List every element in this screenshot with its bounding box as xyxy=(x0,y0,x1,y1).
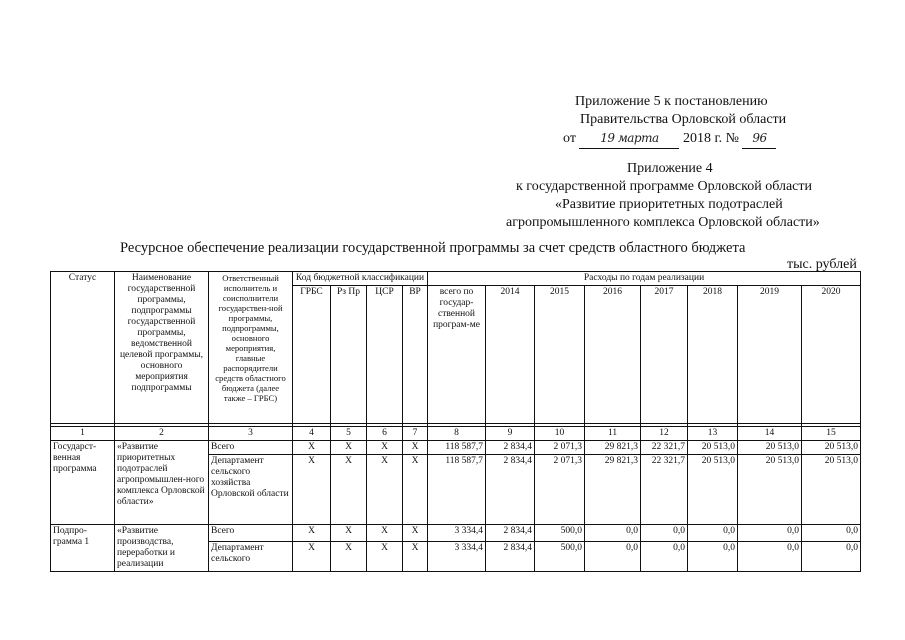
cell-2019: 20 513,0 xyxy=(738,441,802,455)
row-executor: Всего xyxy=(209,441,293,455)
cell-2019: 20 513,0 xyxy=(738,455,802,525)
cell-2017: 22 321,7 xyxy=(641,441,688,455)
header-name: Наименование государственной программы, подпрограммы государственной программы, ведомственной целевой программы, основного мероприятия подпрограммы xyxy=(115,272,209,424)
row-status: Подпро-грамма 1 xyxy=(51,525,115,572)
cell-vr: X xyxy=(403,455,428,525)
col-number: 14 xyxy=(738,427,802,441)
header-grbs: ГРБС xyxy=(293,286,331,424)
col-number: 11 xyxy=(585,427,641,441)
cell-total: 3 334,4 xyxy=(428,541,486,571)
cell-2018: 20 513,0 xyxy=(688,455,738,525)
header-2014: 2014 xyxy=(486,286,535,424)
cell-2020: 20 513,0 xyxy=(802,441,861,455)
cell-2014: 2 834,4 xyxy=(486,541,535,571)
cell-2015: 500,0 xyxy=(535,541,585,571)
cell-rzpr: X xyxy=(331,541,367,571)
col-number: 4 xyxy=(293,427,331,441)
cell-2016: 29 821,3 xyxy=(585,455,641,525)
year-text: 2018 г. № xyxy=(682,131,739,146)
cell-2020: 0,0 xyxy=(802,541,861,571)
cell-2014: 2 834,4 xyxy=(486,525,535,542)
cell-2018: 0,0 xyxy=(688,541,738,571)
cell-2017: 22 321,7 xyxy=(641,455,688,525)
cell-csr: X xyxy=(367,541,403,571)
row-name: «Развитие приоритетных подотраслей агропромышлен-ного комплекса Орловской области» xyxy=(115,441,209,525)
col-number: 3 xyxy=(209,427,293,441)
header-budget-code: Код бюджетной классификации xyxy=(293,272,428,286)
cell-2019: 0,0 xyxy=(738,525,802,542)
col-number: 8 xyxy=(428,427,486,441)
column-numbers-row xyxy=(51,427,861,441)
header-executor: Ответственный исполнитель и соисполнители государствен-ной программы, подпрограммы, основного мероприятия, главные распорядители средств областного бюджета (далее также – ГРБС) xyxy=(209,272,293,424)
cell-2015: 2 071,3 xyxy=(535,441,585,455)
header-2020: 2020 xyxy=(802,286,861,424)
cell-2017: 0,0 xyxy=(641,525,688,542)
header-2015: 2015 xyxy=(535,286,585,424)
col-number: 2 xyxy=(115,427,209,441)
cell-grbs: X xyxy=(293,541,331,571)
header-2019: 2019 xyxy=(738,286,802,424)
attachment-line-1: Приложение 5 к постановлению xyxy=(575,94,768,109)
cell-rzpr: X xyxy=(331,525,367,542)
header-2017: 2017 xyxy=(641,286,688,424)
cell-2015: 2 071,3 xyxy=(535,455,585,525)
header-row-1 xyxy=(51,272,861,286)
resolution-date-line xyxy=(563,129,776,149)
cell-2016: 0,0 xyxy=(585,541,641,571)
cell-2020: 20 513,0 xyxy=(802,455,861,525)
col-number: 9 xyxy=(486,427,535,441)
row-executor: Департамент сельского xyxy=(209,541,293,571)
cell-total: 3 334,4 xyxy=(428,525,486,542)
cell-rzpr: X xyxy=(331,441,367,455)
cell-total: 118 587,7 xyxy=(428,441,486,455)
cell-vr: X xyxy=(403,541,428,571)
cell-grbs: X xyxy=(293,455,331,525)
row-executor: Департамент сельского хозяйства Орловской области xyxy=(209,455,293,525)
handwritten-date: 19 марта xyxy=(600,131,659,145)
row-status: Государст-венная программа xyxy=(51,441,115,525)
cell-total: 118 587,7 xyxy=(428,455,486,525)
appendix-line-1: к государственной программе Орловской области xyxy=(516,179,812,194)
handwritten-number: 96 xyxy=(752,131,767,145)
row-name: «Развитие производства, переработки и реализации xyxy=(115,525,209,572)
cell-csr: X xyxy=(367,525,403,542)
cell-2017: 0,0 xyxy=(641,541,688,571)
col-number: 1 xyxy=(51,427,115,441)
header-2018: 2018 xyxy=(688,286,738,424)
header-status: Статус xyxy=(51,272,115,424)
col-number: 6 xyxy=(367,427,403,441)
appendix-title: Приложение 4 xyxy=(627,161,713,176)
appendix-line-3: агропромышленного комплекса Орловской области» xyxy=(506,215,820,230)
col-number: 10 xyxy=(535,427,585,441)
cell-rzpr: X xyxy=(331,455,367,525)
cell-grbs: X xyxy=(293,525,331,542)
header-total: всего по государ-ственной програм-ме xyxy=(428,286,486,424)
cell-2019: 0,0 xyxy=(738,541,802,571)
cell-2016: 29 821,3 xyxy=(585,441,641,455)
cell-2018: 0,0 xyxy=(688,525,738,542)
row-executor: Всего xyxy=(209,525,293,542)
from-prefix: от xyxy=(563,131,576,146)
cell-csr: X xyxy=(367,441,403,455)
document-title: Ресурсное обеспечение реализации государственной программы за счет средств областного бюджета xyxy=(120,240,746,256)
appendix-line-2: «Развитие приоритетных подотраслей xyxy=(555,197,783,212)
header-expenses: Расходы по годам реализации xyxy=(428,272,861,286)
cell-2015: 500,0 xyxy=(535,525,585,542)
header-2016: 2016 xyxy=(585,286,641,424)
cell-csr: X xyxy=(367,455,403,525)
cell-vr: X xyxy=(403,525,428,542)
col-number: 13 xyxy=(688,427,738,441)
header-rzpr: Рз Пр xyxy=(331,286,367,424)
cell-2014: 2 834,4 xyxy=(486,441,535,455)
attachment-line-2: Правительства Орловской области xyxy=(580,112,787,127)
cell-2020: 0,0 xyxy=(802,525,861,542)
col-number: 12 xyxy=(641,427,688,441)
units-label: тыс. рублей xyxy=(787,257,857,272)
resource-table xyxy=(50,271,861,572)
cell-grbs: X xyxy=(293,441,331,455)
col-number: 5 xyxy=(331,427,367,441)
cell-2014: 2 834,4 xyxy=(486,455,535,525)
header-csr: ЦСР xyxy=(367,286,403,424)
header-vr: ВР xyxy=(403,286,428,424)
cell-2018: 20 513,0 xyxy=(688,441,738,455)
table-row xyxy=(51,525,861,542)
cell-vr: X xyxy=(403,441,428,455)
table-row xyxy=(51,441,861,455)
col-number: 15 xyxy=(802,427,861,441)
cell-2016: 0,0 xyxy=(585,525,641,542)
col-number: 7 xyxy=(403,427,428,441)
